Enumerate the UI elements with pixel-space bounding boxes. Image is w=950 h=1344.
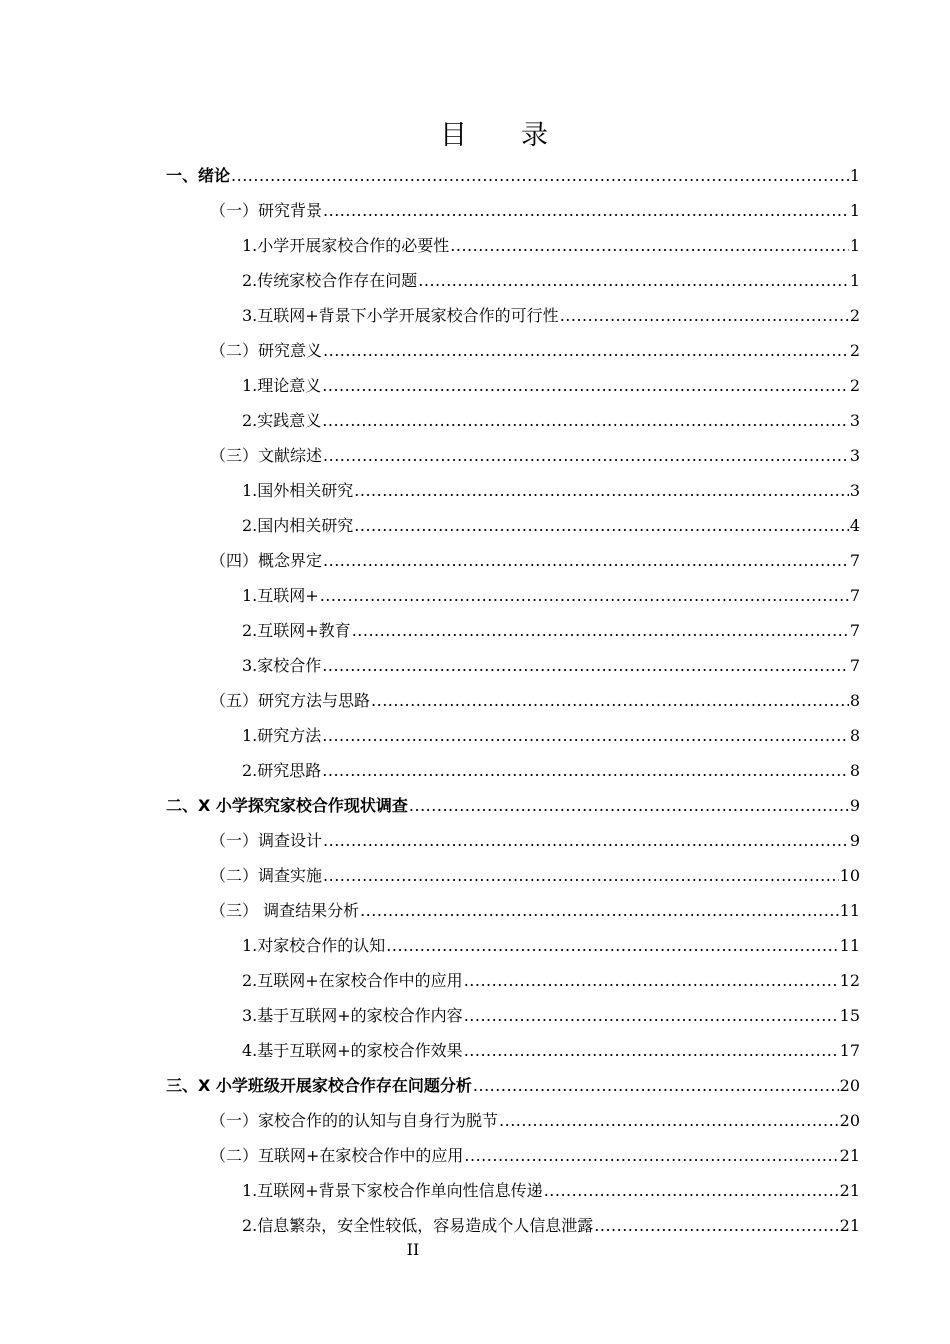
toc-entry-page: 12 bbox=[839, 971, 860, 990]
toc-entry-label: （二）研究意义 bbox=[210, 341, 323, 360]
toc-dot-leader bbox=[371, 683, 849, 718]
toc-entry[interactable] bbox=[166, 1208, 860, 1243]
toc-entry-label: 1.对家校合作的认知 bbox=[242, 936, 386, 955]
toc-dot-leader bbox=[322, 403, 849, 438]
toc-entry-page: 21 bbox=[839, 1181, 860, 1200]
toc-entry-page: 2 bbox=[849, 376, 860, 395]
toc-entry[interactable] bbox=[166, 158, 860, 193]
toc-dot-leader bbox=[386, 928, 838, 963]
toc-entry-label: 2.互联网+在家校合作中的应用 bbox=[242, 971, 463, 990]
toc-entry-label: 1.理论意义 bbox=[242, 376, 322, 395]
toc-dot-leader bbox=[418, 263, 849, 298]
toc-entry-page: 8 bbox=[849, 761, 860, 780]
toc-entry-label: 2.传统家校合作存在问题 bbox=[242, 271, 418, 290]
toc-entry-page: 1 bbox=[849, 271, 860, 290]
toc-entry[interactable] bbox=[166, 1138, 860, 1173]
toc-entry[interactable] bbox=[166, 963, 860, 998]
toc-dot-leader bbox=[322, 368, 849, 403]
toc-dot-leader bbox=[323, 543, 849, 578]
toc-entry-label: 2.实践意义 bbox=[242, 411, 322, 430]
toc-entry-page: 21 bbox=[839, 1216, 860, 1235]
toc-entry-page: 7 bbox=[849, 586, 860, 605]
toc-entry[interactable] bbox=[166, 438, 860, 473]
toc-dot-leader bbox=[323, 333, 849, 368]
toc-entry-label: 2.研究思路 bbox=[242, 761, 322, 780]
toc-entry-label: 1.互联网+背景下家校合作单向性信息传递 bbox=[242, 1181, 543, 1200]
toc-dot-leader bbox=[409, 788, 849, 823]
toc-entry[interactable] bbox=[166, 578, 860, 613]
page-title bbox=[0, 113, 950, 152]
toc-entry-page: 1 bbox=[849, 236, 860, 255]
toc-entry-page: 3 bbox=[849, 481, 860, 500]
toc-entry[interactable] bbox=[166, 928, 860, 963]
toc-entry-label: （三） 调查结果分析 bbox=[210, 901, 360, 920]
toc-dot-leader bbox=[322, 648, 849, 683]
toc-dot-leader bbox=[322, 718, 849, 753]
toc-entry-label: （一）调查设计 bbox=[210, 831, 323, 850]
toc-entry-label: 一、绪论 bbox=[166, 166, 231, 185]
toc-dot-leader bbox=[323, 858, 839, 893]
toc-entry-page: 8 bbox=[849, 691, 860, 710]
toc-dot-leader bbox=[499, 1103, 839, 1138]
toc-entry-page: 3 bbox=[849, 446, 860, 465]
toc-entry-page: 9 bbox=[849, 796, 860, 815]
toc-dot-leader bbox=[544, 1173, 839, 1208]
toc-entry-page: 20 bbox=[839, 1111, 860, 1130]
toc-entry-label: 3.基于互联网+的家校合作内容 bbox=[242, 1006, 463, 1025]
toc-entry-page: 9 bbox=[849, 831, 860, 850]
toc-entry-label: 1.国外相关研究 bbox=[242, 481, 354, 500]
toc-entry[interactable] bbox=[166, 298, 860, 333]
toc-entry-page: 1 bbox=[849, 201, 860, 220]
toc-entry-label: 2.信息繁杂，安全性较低，容易造成个人信息泄露 bbox=[242, 1216, 594, 1235]
toc-entry-label: （四）概念界定 bbox=[210, 551, 323, 570]
toc-dot-leader bbox=[352, 613, 849, 648]
toc-entry[interactable] bbox=[166, 1103, 860, 1138]
toc-entry[interactable] bbox=[166, 893, 860, 928]
toc-entry-label: 二、X 小学探究家校合作现状调查 bbox=[166, 796, 408, 815]
toc-entry[interactable] bbox=[166, 788, 860, 823]
toc-entry[interactable] bbox=[166, 1173, 860, 1208]
toc-dot-leader bbox=[322, 753, 849, 788]
toc-dot-leader bbox=[323, 823, 849, 858]
toc-entry-label: 2.互联网+教育 bbox=[242, 621, 351, 640]
toc-entry-label: 三、X 小学班级开展家校合作存在问题分析 bbox=[166, 1076, 472, 1095]
toc-entry-page: 1 bbox=[849, 166, 860, 185]
toc-dot-leader bbox=[464, 1138, 838, 1173]
toc-entry[interactable] bbox=[166, 613, 860, 648]
toc-dot-leader bbox=[360, 893, 839, 928]
toc-entry[interactable] bbox=[166, 823, 860, 858]
toc-dot-leader bbox=[560, 298, 849, 333]
toc-entry-label: （一）家校合作的的认知与自身行为脱节 bbox=[210, 1111, 499, 1130]
toc-entry[interactable] bbox=[166, 1068, 860, 1103]
toc-entry-page: 8 bbox=[849, 726, 860, 745]
toc-entry[interactable] bbox=[166, 718, 860, 753]
toc-entry-label: （三）文献综述 bbox=[210, 446, 323, 465]
toc-dot-leader bbox=[594, 1208, 838, 1243]
toc-entry-page: 2 bbox=[849, 306, 860, 325]
toc-dot-leader bbox=[464, 998, 839, 1033]
toc-entry[interactable] bbox=[166, 683, 860, 718]
toc-dot-leader bbox=[464, 963, 839, 998]
toc-dot-leader bbox=[323, 193, 849, 228]
page-number: II bbox=[406, 1240, 420, 1259]
toc-entry[interactable] bbox=[166, 858, 860, 893]
toc-entry-page: 7 bbox=[849, 551, 860, 570]
toc-entry-page: 11 bbox=[839, 936, 860, 955]
toc-entry[interactable] bbox=[166, 1033, 860, 1068]
toc-entry[interactable] bbox=[166, 228, 860, 263]
toc-entry-page: 3 bbox=[849, 411, 860, 430]
toc-entry-label: 3.家校合作 bbox=[242, 656, 322, 675]
toc-entry-label: 1.互联网+ bbox=[242, 586, 319, 605]
page-title-part2: 录 bbox=[521, 120, 550, 151]
toc-entry-page: 10 bbox=[839, 866, 860, 885]
toc-entry[interactable] bbox=[166, 648, 860, 683]
toc-entry-label: 2.国内相关研究 bbox=[242, 516, 354, 535]
toc-entry-page: 4 bbox=[849, 516, 860, 535]
toc-dot-leader bbox=[320, 578, 849, 613]
toc-entry-page: 17 bbox=[839, 1041, 860, 1060]
toc-dot-leader bbox=[450, 228, 849, 263]
toc-entry[interactable] bbox=[166, 403, 860, 438]
toc-entry[interactable] bbox=[166, 473, 860, 508]
toc-entry[interactable] bbox=[166, 753, 860, 788]
toc-entry[interactable] bbox=[166, 998, 860, 1033]
toc-entry-page: 20 bbox=[839, 1076, 860, 1095]
toc-entry-label: 1.研究方法 bbox=[242, 726, 322, 745]
toc-dot-leader bbox=[354, 473, 849, 508]
toc-entry[interactable] bbox=[166, 193, 860, 228]
toc-entry-page: 7 bbox=[849, 621, 860, 640]
toc-entry-label: （二）调查实施 bbox=[210, 866, 323, 885]
toc-entry-label: 1.小学开展家校合作的必要性 bbox=[242, 236, 450, 255]
toc-entry-page: 7 bbox=[849, 656, 860, 675]
toc-entry-page: 11 bbox=[839, 901, 860, 920]
toc-entry-label: （一）研究背景 bbox=[210, 201, 323, 220]
toc-entry-page: 21 bbox=[839, 1146, 860, 1165]
table-of-contents bbox=[166, 158, 860, 1243]
toc-entry-label: （五）研究方法与思路 bbox=[210, 691, 371, 710]
toc-entry[interactable] bbox=[166, 368, 860, 403]
toc-entry-label: 3.互联网+背景下小学开展家校合作的可行性 bbox=[242, 306, 559, 325]
toc-entry[interactable] bbox=[166, 333, 860, 368]
toc-entry-label: 4.基于互联网+的家校合作效果 bbox=[242, 1041, 463, 1060]
toc-entry-label: （二）互联网+在家校合作中的应用 bbox=[210, 1146, 464, 1165]
toc-dot-leader bbox=[464, 1033, 839, 1068]
toc-dot-leader bbox=[354, 508, 849, 543]
toc-dot-leader bbox=[323, 438, 849, 473]
toc-entry-page: 2 bbox=[849, 341, 860, 360]
toc-entry[interactable] bbox=[166, 508, 860, 543]
toc-dot-leader bbox=[473, 1068, 839, 1103]
toc-entry-page: 15 bbox=[839, 1006, 860, 1025]
toc-entry[interactable] bbox=[166, 543, 860, 578]
toc-dot-leader bbox=[231, 158, 849, 193]
page-title-part1: 目 bbox=[440, 120, 469, 151]
toc-entry[interactable] bbox=[166, 263, 860, 298]
